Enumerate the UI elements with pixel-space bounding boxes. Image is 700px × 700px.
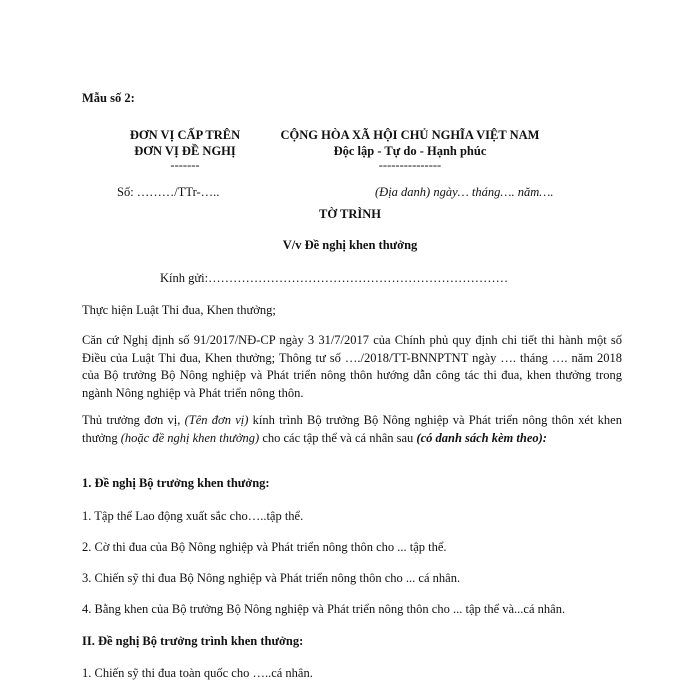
recipient-line: Kính gửi:……………………………………………………………… xyxy=(160,271,509,285)
right-separator: --------------- xyxy=(378,158,442,172)
document-number: Số: ………/TTr-….. xyxy=(117,185,220,199)
request-text-1: Thủ trưởng đơn vị, xyxy=(82,413,185,427)
request-alt-note: (hoặc đề nghị khen thưởng) xyxy=(120,430,260,445)
section-1-item: 4. Bằng khen của Bộ trưởng Bộ Nông nghiệp và Phát triển nông thôn cho ... tập thể và...cá nhân. xyxy=(82,602,566,616)
request-paragraph xyxy=(82,412,622,447)
form-number: Mẫu số 2: xyxy=(82,91,135,105)
document-title: TỜ TRÌNH xyxy=(319,207,381,221)
national-title: CỘNG HÒA XÃ HỘI CHỦ NGHĨA VIỆT NAM xyxy=(280,128,540,142)
attached-list-note: (có danh sách kèm theo): xyxy=(416,430,547,445)
section-2-heading: II. Đề nghị Bộ trưởng trình khen thưởng: xyxy=(82,634,304,648)
section-1-item: 3. Chiến sỹ thi đua Bộ Nông nghiệp và Phát triển nông thôn cho ... cá nhân. xyxy=(82,571,461,585)
request-text-2: kính trình Bộ trưởng Bộ Nông nghiệp và Phát triển nông thôn xét khen thưởng xyxy=(82,413,622,445)
request-text-3: cho các tập thể và cá nhân sau xyxy=(259,430,417,445)
document-subject: V/v Đề nghị khen thưởng xyxy=(282,238,418,252)
intro-paragraph: Thực hiện Luật Thi đua, Khen thưởng; xyxy=(82,303,276,317)
left-separator: ------- xyxy=(170,158,200,172)
section-2-item: 1. Chiến sỹ thi đua toàn quốc cho …..cá nhân. xyxy=(82,666,313,680)
legal-basis-paragraph: Căn cứ Nghị định số 91/2017/NĐ-CP ngày 3 31/7/2017 của Chính phủ quy định chi tiết thi hành một số Điều của Luật Thi đua, Khen thưởng; Thông tư số …./2018/TT-BNNPTNT ngày …. tháng …. năm 2018 của Bộ trưởng Bộ Nông nghiệp và Phát triển nông thôn hướng dẫn công tác thi đua, khen thưởng trong ngành Nông nghiệp và Phát triển nông thôn. xyxy=(82,333,622,400)
unit-name-placeholder: (Tên đơn vị) xyxy=(184,413,249,427)
place-date: (Địa danh) ngày… tháng…. năm…. xyxy=(375,185,554,199)
section-1-item: 2. Cờ thi đua của Bộ Nông nghiệp và Phát triển nông thôn cho ... tập thể. xyxy=(82,540,447,554)
national-motto: Độc lập - Tự do - Hạnh phúc xyxy=(333,144,487,158)
section-1-heading: 1. Đề nghị Bộ trưởng khen thưởng: xyxy=(82,476,270,490)
issuing-unit-parent: ĐƠN VỊ CẤP TRÊN xyxy=(129,128,241,142)
section-1-item: 1. Tập thể Lao động xuất sắc cho…..tập thể. xyxy=(82,509,304,523)
issuing-unit: ĐƠN VỊ ĐỀ NGHỊ xyxy=(134,144,236,158)
